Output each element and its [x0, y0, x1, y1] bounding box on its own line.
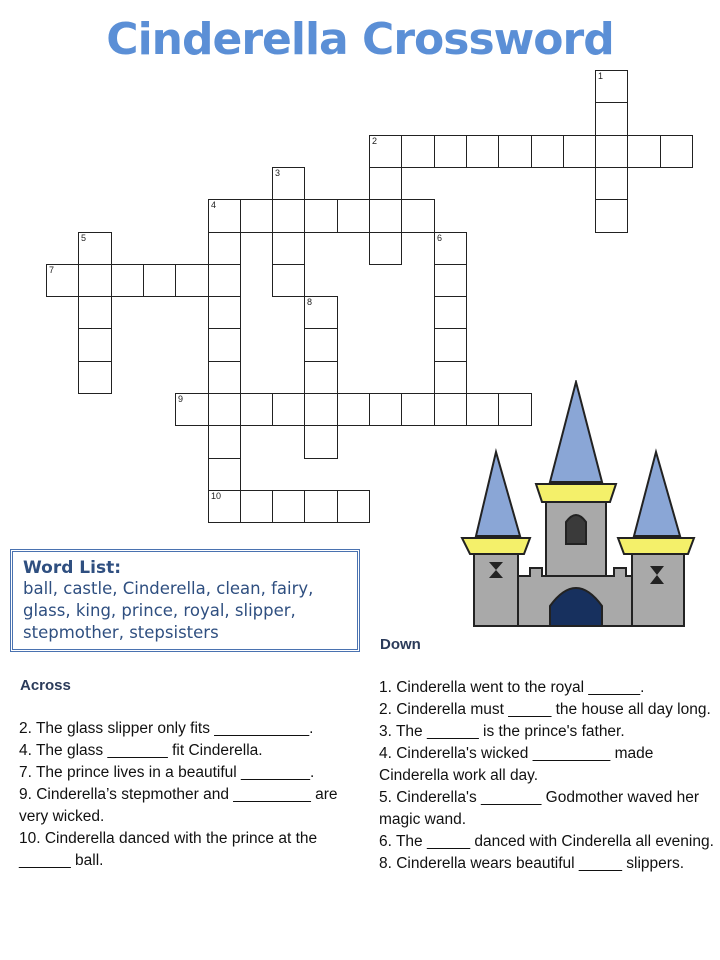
crossword-cell[interactable]: [337, 393, 370, 426]
center-tower-roof: [550, 382, 602, 482]
down-heading: Down: [380, 636, 421, 653]
crossword-cell[interactable]: [595, 199, 628, 233]
crossword-cell[interactable]: [401, 393, 435, 426]
clue-number: 4: [211, 200, 217, 210]
down-clues: [379, 677, 714, 875]
crossword-cell[interactable]: [272, 490, 305, 523]
down-clue: 1. Cinderella went to the royal ______.: [379, 679, 645, 696]
right-tower-body: [632, 554, 684, 626]
crossword-cell[interactable]: [595, 102, 628, 136]
crossword-cell[interactable]: [78, 361, 112, 394]
clue-number: 8: [307, 297, 313, 307]
word-list-box: [10, 549, 360, 652]
crossword-cell[interactable]: [434, 135, 467, 168]
crossword-cell[interactable]: [272, 199, 305, 233]
crossword-cell[interactable]: [175, 264, 209, 297]
crossword-cell[interactable]: [369, 232, 402, 265]
crossword-cell[interactable]: [466, 135, 499, 168]
crossword-cell[interactable]: [304, 361, 338, 394]
across-clue: 7. The prince lives in a beautiful ________.: [19, 764, 315, 781]
down-clue: 6. The _____ danced with Cinderella all evening.: [379, 833, 714, 850]
clue-number: 1: [598, 71, 604, 81]
crossword-cell[interactable]: [272, 264, 305, 297]
crossword-cell[interactable]: [337, 490, 370, 523]
crossword-cell[interactable]: [208, 393, 241, 426]
crossword-cell[interactable]: [304, 490, 338, 523]
crossword-cell[interactable]: [531, 135, 564, 168]
crossword-cell[interactable]: [208, 232, 241, 265]
clue-number: 2: [372, 136, 378, 146]
crossword-cell[interactable]: [369, 135, 402, 168]
crossword-cell[interactable]: [369, 167, 402, 200]
crossword-cell[interactable]: [78, 232, 112, 265]
crossword-cell[interactable]: [434, 264, 467, 297]
crossword-cell[interactable]: [304, 296, 338, 329]
crossword-cell[interactable]: [660, 135, 693, 168]
left-tower-band: [462, 538, 530, 554]
crossword-cell[interactable]: [595, 135, 628, 168]
crossword-cell[interactable]: [434, 328, 467, 362]
down-clue: 2. Cinderella must _____ the house all day long.: [379, 701, 711, 718]
across-clue: 9. Cinderella’s stepmother and _________ are very wicked.: [19, 786, 338, 825]
crossword-cell[interactable]: [272, 232, 305, 265]
crossword-cell[interactable]: [401, 199, 435, 233]
crossword-cell[interactable]: [143, 264, 176, 297]
crossword-cell[interactable]: [369, 393, 402, 426]
word-list-words: ball, castle, Cinderella, clean, fairy, glass, king, prince, royal, slipper, stepmother, stepsisters: [23, 579, 314, 642]
center-tower-window: [566, 515, 586, 544]
crossword-cell[interactable]: [175, 393, 209, 426]
across-clues: [19, 718, 359, 872]
crossword-cell[interactable]: [369, 199, 402, 233]
crossword-cell[interactable]: [434, 296, 467, 329]
clue-number: 3: [275, 168, 281, 178]
crossword-cell[interactable]: [337, 199, 370, 233]
clue-number: 5: [81, 233, 87, 243]
castle-illustration: [458, 380, 698, 630]
center-tower-band: [536, 484, 616, 502]
crossword-cell[interactable]: [208, 425, 241, 459]
across-clue: 2. The glass slipper only fits ___________.: [19, 720, 314, 737]
crossword-cell[interactable]: [627, 135, 661, 168]
crossword-cell[interactable]: [78, 296, 112, 329]
down-clue: 3. The ______ is the prince's father.: [379, 723, 625, 740]
crossword-cell[interactable]: [240, 490, 273, 523]
right-tower-roof: [634, 452, 680, 536]
right-tower-band: [618, 538, 694, 554]
crossword-cell[interactable]: [498, 135, 532, 168]
crossword-cell[interactable]: [563, 135, 596, 168]
crossword-cell[interactable]: [272, 393, 305, 426]
crossword-cell[interactable]: [434, 232, 467, 265]
down-clue: 8. Cinderella wears beautiful _____ slippers.: [379, 855, 685, 872]
crossword-cell[interactable]: [78, 328, 112, 362]
crossword-cell[interactable]: [208, 458, 241, 491]
across-clue: 10. Cinderella danced with the prince at the ______ ball.: [19, 830, 318, 869]
word-list-title: Word List:: [23, 558, 121, 578]
crossword-cell[interactable]: [401, 135, 435, 168]
down-clue: 4. Cinderella's wicked _________ made Cinderella work all day.: [379, 745, 654, 784]
across-clue: 4. The glass _______ fit Cinderella.: [19, 742, 263, 759]
crossword-cell[interactable]: [304, 425, 338, 459]
clue-number: 10: [211, 491, 222, 501]
crossword-cell[interactable]: [208, 361, 241, 394]
page-title: Cinderella Crossword: [106, 14, 614, 65]
crossword-cell[interactable]: [46, 264, 79, 297]
clue-number: 7: [49, 265, 55, 275]
crossword-cell[interactable]: [208, 199, 241, 233]
crossword-cell[interactable]: [304, 328, 338, 362]
across-heading: Across: [20, 677, 71, 694]
crossword-cell[interactable]: [304, 393, 338, 426]
crossword-cell[interactable]: [595, 167, 628, 200]
left-tower-roof: [476, 452, 520, 536]
crossword-cell[interactable]: [240, 393, 273, 426]
down-clue: 5. Cinderella's _______ Godmother waved her magic wand.: [379, 789, 700, 828]
clue-number: 6: [437, 233, 443, 243]
crossword-cell[interactable]: [240, 199, 273, 233]
crossword-cell[interactable]: [272, 167, 305, 200]
crossword-cell[interactable]: [78, 264, 112, 297]
crossword-cell[interactable]: [595, 70, 628, 103]
clue-number: 9: [178, 394, 184, 404]
crossword-cell[interactable]: [208, 296, 241, 329]
crossword-cell[interactable]: [304, 199, 338, 233]
crossword-cell[interactable]: [208, 328, 241, 362]
crossword-cell[interactable]: [111, 264, 144, 297]
crossword-cell[interactable]: [208, 490, 241, 523]
crossword-cell[interactable]: [208, 264, 241, 297]
